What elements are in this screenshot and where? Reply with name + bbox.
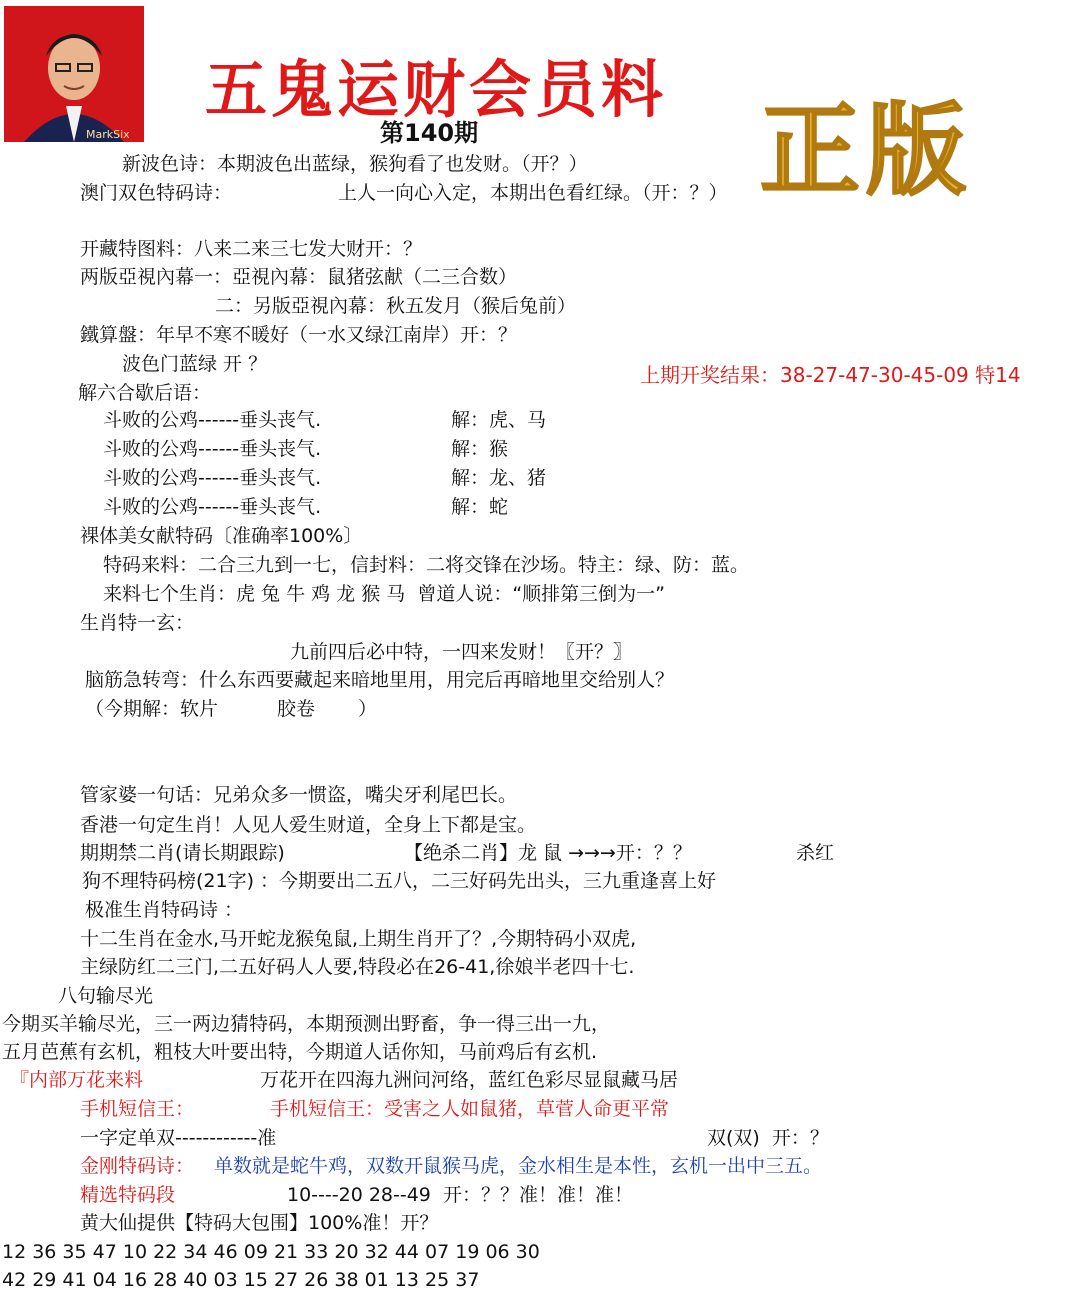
text-line: 来料七个生肖：虎 兔 牛 鸡 龙 猴 马 曾道人说：“顺排第三倒为一” bbox=[103, 583, 666, 605]
text-line: 十二生肖在金水,马开蛇龙猴兔鼠,上期生肖开了？,今期特码小双虎, bbox=[80, 928, 637, 950]
text-line-red: 手机短信王：受害之人如鼠猪，草菅人命更平常 bbox=[270, 1098, 670, 1120]
host-portrait bbox=[4, 6, 144, 142]
text-line: 狗不理特码榜(21字) ：今期要出二五八，二三好码先出头，三九重逢喜上好 bbox=[82, 870, 717, 892]
text-line: 一字定单双------------准 bbox=[80, 1127, 277, 1149]
text-line-red: 金刚特码诗： bbox=[80, 1155, 195, 1177]
text-line: （今期解：软片 bbox=[85, 698, 219, 720]
text-line: 生肖特一玄： bbox=[80, 612, 195, 634]
text-line: 斗败的公鸡------垂头丧气. bbox=[103, 496, 322, 518]
text-line: 开藏特图料：八来二来三七发大财开：？ bbox=[80, 238, 423, 260]
page-title: 五鬼运财会员料 bbox=[205, 53, 668, 126]
text-line: 管家婆一句话：兄弟众多一惯盗，嘴尖牙利尾巴长。 bbox=[80, 784, 518, 806]
text-line: 九前四后必中特，一四来发财！〖开？〗 bbox=[290, 641, 633, 663]
text-line: 双(双) 开：？ bbox=[707, 1127, 829, 1149]
text-line: 裸体美女献特码〔准确率100%〕 bbox=[80, 525, 363, 547]
text-line: 极准生肖特码诗 ： bbox=[85, 899, 244, 921]
text-line: 【绝杀二肖】龙 鼠 →→→开：？？ bbox=[404, 842, 692, 864]
text-line: 杀红 bbox=[796, 842, 835, 864]
text-line: ） bbox=[358, 698, 378, 720]
text-line: 新波色诗：本期波色出蓝绿，猴狗看了也发财。（开？） bbox=[122, 153, 588, 175]
text-line: 解六合歇后语： bbox=[78, 382, 212, 404]
text-line: 解：龙、猪 bbox=[451, 467, 547, 489]
text-line: 斗败的公鸡------垂头丧气. bbox=[103, 438, 322, 460]
number-row: 12 36 35 47 10 22 34 46 09 21 33 20 32 44 07 19 06 30 bbox=[2, 1241, 540, 1263]
text-line: 胶卷 bbox=[277, 698, 316, 720]
text-line: 斗败的公鸡------垂头丧气. bbox=[103, 467, 322, 489]
text-line: 五月芭蕉有玄机，粗枝大叶要出特，今期道人话你知，马前鸡后有玄机. bbox=[2, 1041, 598, 1063]
text-line: 10----20 28--49 开：？？准！准！准！ bbox=[287, 1184, 633, 1206]
text-line-blue: 单数就是蛇牛鸡，双数开鼠猴马虎，金水相生是本性，玄机一出中三五。 bbox=[214, 1155, 823, 1177]
text-line: 波色门蓝绿 开 ？ bbox=[122, 353, 268, 375]
text-line: 八句输尽光 bbox=[58, 985, 154, 1007]
text-line: 上人一向心入定，本期出色看红绿。（开：？） bbox=[338, 182, 728, 204]
last-draw-result: 上期开奖结果：38-27-47-30-45-09 特14 bbox=[640, 363, 1021, 387]
text-line: 特码来料：二合三九到一七，信封料：二将交锋在沙场。特主：绿、防：蓝。 bbox=[103, 554, 750, 576]
text-line: 解：蛇 bbox=[451, 496, 509, 518]
text-line: 今期买羊输尽光，三一两边猜特码，本期预测出野畜，争一得三出一九， bbox=[2, 1013, 611, 1035]
issue-number: 第140期 bbox=[380, 119, 479, 147]
text-line: 斗败的公鸡------垂头丧气. bbox=[103, 409, 322, 431]
text-line: 澳门双色特码诗： bbox=[80, 182, 233, 204]
text-line-red: 精选特码段 bbox=[80, 1184, 176, 1206]
text-line: 两版亞視內幕一：亞視內幕：鼠猪弦献（二三合数） bbox=[80, 266, 518, 288]
text-line: 解：虎、马 bbox=[451, 409, 547, 431]
text-line: 脑筋急转弯：什么东西要藏起来暗地里用，用完后再暗地里交给别人？ bbox=[85, 669, 675, 691]
text-line: 解：猴 bbox=[451, 438, 509, 460]
text-line-red: 『内部万花来料 bbox=[10, 1069, 144, 1091]
text-line: 鐵算盤：年早不寒不暖好（一水又绿江南岸）开：？ bbox=[80, 324, 518, 346]
text-line: 二：另版亞視內幕：秋五发月（猴后兔前） bbox=[215, 295, 577, 317]
text-line: 万花开在四海九洲问河络，蓝红色彩尽显鼠藏马居 bbox=[260, 1069, 679, 1091]
text-line: 期期禁二肖(请长期跟踪) bbox=[80, 842, 285, 864]
text-line: 主绿防红二三门,二五好码人人要,特段必在26-41,徐娘半老四十七. bbox=[80, 956, 635, 978]
text-line: 黄大仙提供【特码大包围】100%准！开？ bbox=[80, 1212, 439, 1234]
text-line-red: 手机短信王： bbox=[80, 1098, 195, 1120]
number-row: 42 29 41 04 16 28 40 03 15 27 26 38 01 13 25 37 bbox=[2, 1269, 480, 1291]
photo-label: MarkSix bbox=[86, 128, 130, 141]
text-line: 香港一句定生肖！人见人爱生财道，全身上下都是宝。 bbox=[80, 814, 537, 836]
authentic-stamp: 正版 bbox=[760, 91, 972, 209]
